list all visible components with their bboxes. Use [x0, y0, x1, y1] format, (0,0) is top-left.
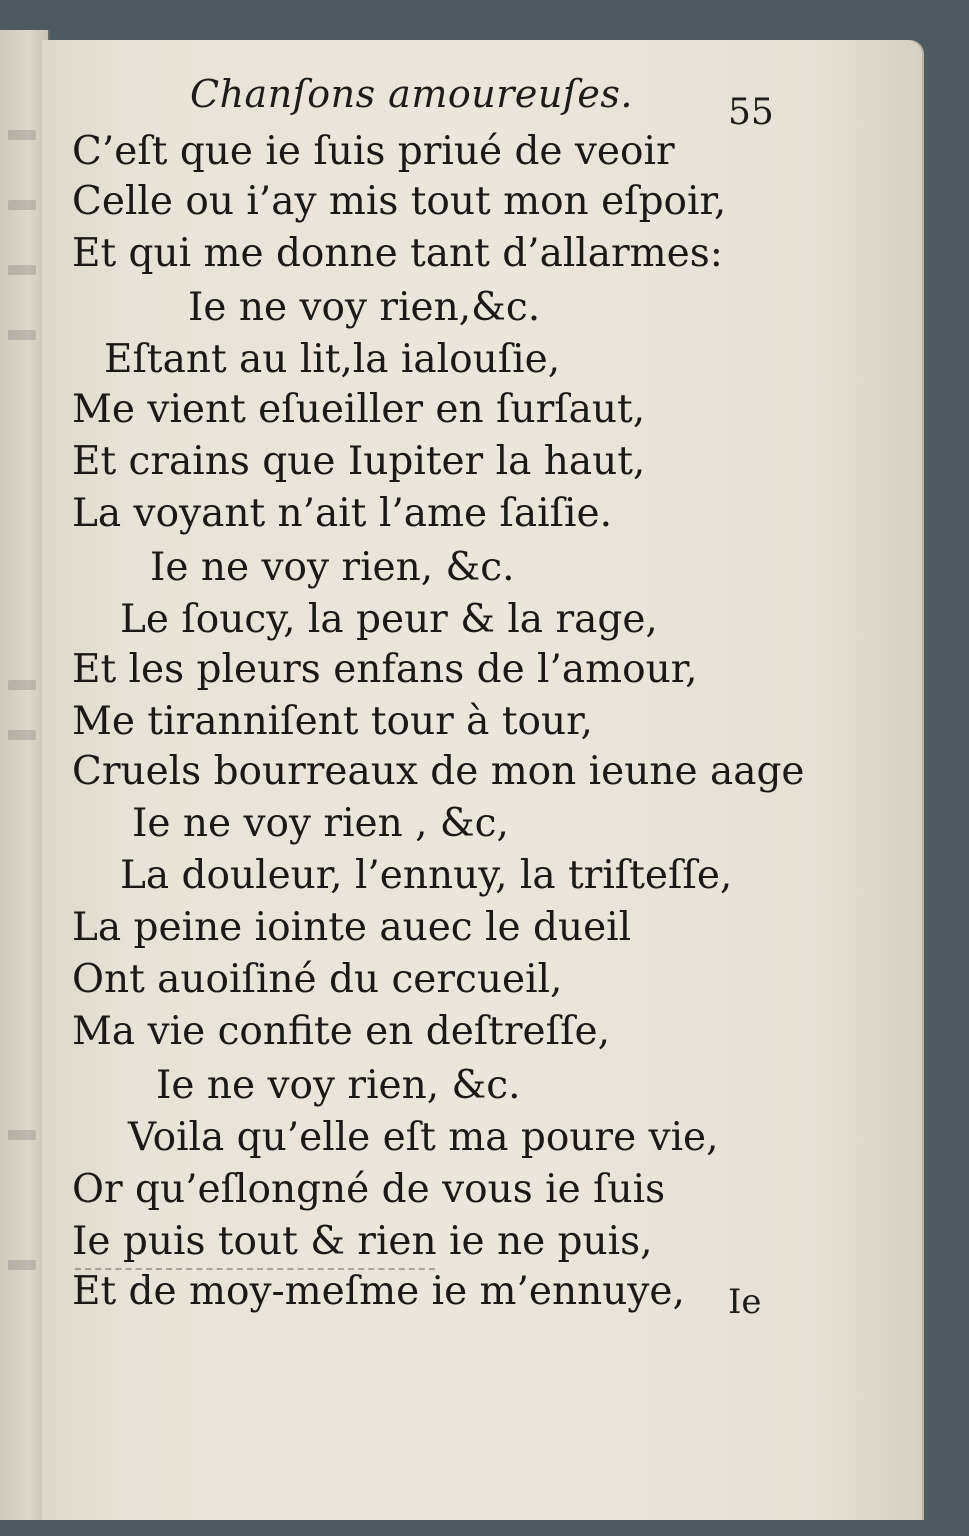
verse-line: C’eſt que ie ſuis priué de veoir	[72, 129, 675, 174]
bleed-mark	[8, 680, 36, 690]
verse-line: Ie puis tout & rien ie ne puis,	[72, 1219, 653, 1264]
verse-line: Or qu’eſlongné de vous ie ſuis	[72, 1167, 666, 1212]
verse-line: Et les pleurs enfans de l’amour,	[72, 647, 698, 692]
verse-line: La douleur, l’ennuy, la triſteſſe,	[120, 853, 733, 898]
bleed-mark	[8, 1260, 36, 1270]
verse-line: Me vient eſueiller en ſurſaut,	[72, 387, 646, 432]
refrain-line: Ie ne voy rien, &c.	[156, 1063, 521, 1108]
verse-line: Celle ou i’ay mis tout mon eſpoir,	[72, 179, 727, 224]
bleed-mark	[8, 265, 36, 275]
verse-line: Et qui me donne tant d’allarmes:	[72, 231, 723, 276]
verse-line: Cruels bourreaux de mon ieune aage	[72, 749, 805, 794]
refrain-line: Ie ne voy rien,&c.	[188, 285, 541, 330]
verse-line: Ma vie confite en deſtreſſe,	[72, 1009, 610, 1054]
refrain-line: Ie ne voy rien, &c.	[150, 545, 515, 590]
catchword: Ie	[728, 1282, 762, 1322]
verse-line: La voyant n’ait l’ame ſaiſie.	[72, 491, 612, 536]
verse-line: La peine iointe auec le dueil	[72, 905, 632, 950]
verse-line: Le ſoucy, la peur & la rage,	[120, 597, 658, 642]
page-number: 55	[728, 92, 774, 133]
bleed-mark	[8, 130, 36, 140]
bleed-mark	[8, 330, 36, 340]
bleed-mark	[8, 200, 36, 210]
verse-line: Eſtant au lit,la ialouſie,	[104, 337, 561, 382]
bottom-rule	[75, 1268, 435, 1270]
running-head: Chanſons amoureuſes.	[190, 72, 633, 116]
bleed-mark	[8, 1130, 36, 1140]
bleed-mark	[8, 730, 36, 740]
verse-line: Ont auoiſiné du cercueil,	[72, 957, 563, 1002]
verse-line: Voila qu’elle eſt ma poure vie,	[128, 1115, 719, 1160]
verse-line: Me tiranniſent tour à tour,	[72, 699, 593, 744]
verse-line: Et de moy-meſme ie m’ennuye,	[72, 1269, 685, 1314]
refrain-line: Ie ne voy rien , &c,	[132, 801, 509, 846]
verse-line: Et crains que Iupiter la haut,	[72, 439, 646, 484]
